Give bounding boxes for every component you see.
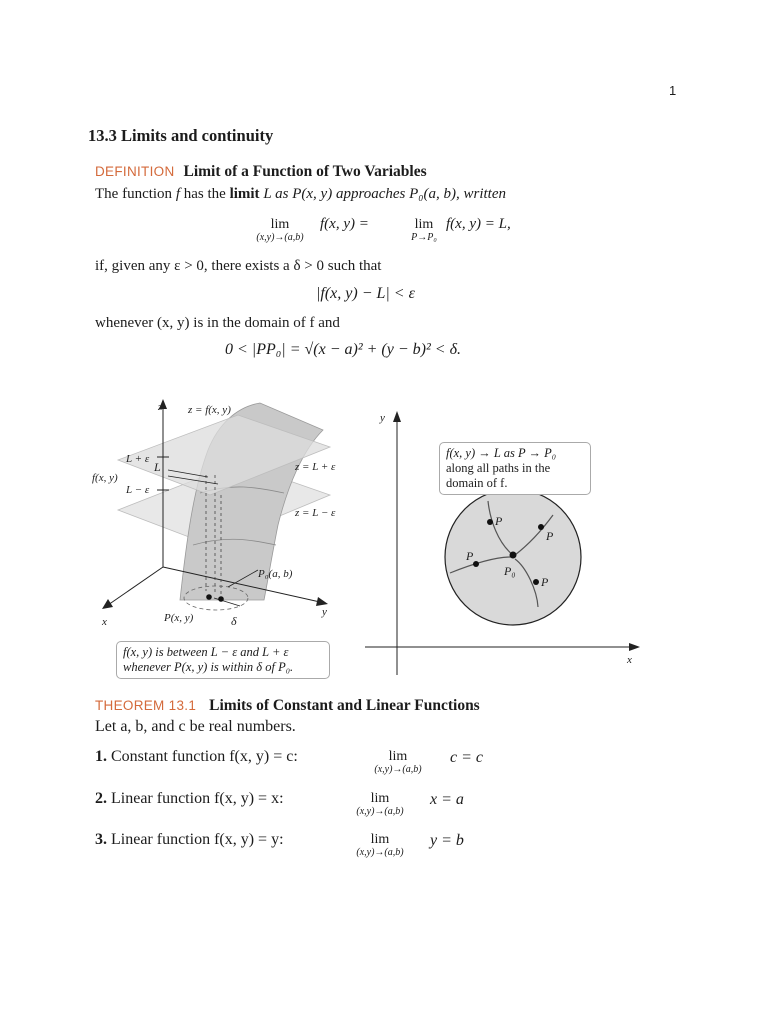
theorem-item-2	[95, 790, 284, 808]
item-3-lim-sub: (x,y)→(a,b)	[356, 847, 404, 858]
intro-limit-word: limit	[229, 186, 260, 202]
item-2-text: Linear function f(x, y) = x:	[111, 790, 284, 807]
eq1-lim-word: lim	[270, 217, 290, 232]
item-2-result: x = a	[430, 791, 464, 808]
paths-callout	[439, 442, 591, 495]
intro-function-f: f	[175, 186, 180, 202]
right-y-axis-label: y	[380, 412, 385, 424]
intro-text-b: has the	[179, 186, 230, 202]
l-minus-epsilon-label: L − ε	[126, 484, 150, 496]
delta-label: δ	[231, 614, 237, 628]
item-1-lim-word: lim	[388, 749, 408, 764]
z-axis-label: z	[158, 401, 163, 413]
item-1-lim-sub: (x,y)→(a,b)	[374, 764, 422, 775]
callout-line-3: domain of f.	[446, 476, 508, 490]
eq1-lim-right	[402, 218, 446, 244]
surface-label: z = f(x, y)	[188, 404, 231, 416]
definition-whenever: whenever (x, y) is in the domain of f and	[95, 315, 340, 331]
theorem-heading	[95, 697, 480, 715]
eq1-lim-sub: (x,y)→(a,b)	[256, 232, 304, 243]
eq1-lim-left	[244, 218, 316, 244]
y-axis-label: y	[322, 606, 327, 618]
definition-title: Limit of a Function of Two Variables	[183, 163, 427, 180]
left-figure-caption	[116, 641, 330, 679]
p-label-4: P	[541, 575, 549, 589]
item-3-text: Linear function f(x, y) = y:	[111, 831, 284, 848]
item-3-lim	[338, 833, 422, 859]
item-1-lim	[356, 750, 440, 776]
item-3-number: 3.	[95, 831, 107, 848]
l-label: L	[154, 460, 161, 474]
item-3-result: y = b	[430, 832, 464, 849]
theorem-label: THEOREM 13.1	[95, 698, 197, 713]
callout-line-2: along all paths in the	[446, 461, 551, 475]
item-2-lim	[338, 792, 422, 818]
p0-label-right: P₀	[504, 564, 516, 578]
intro-text-c: L as P(x, y) approaches P₀(a, b), written	[259, 186, 506, 202]
definition-heading	[95, 163, 427, 181]
theorem-item-1	[95, 748, 298, 766]
caption-line-1: f(x, y) is between L − ε and L + ε	[123, 645, 289, 659]
lower-plane-label: z = L − ε	[295, 507, 336, 519]
callout-line-1: f(x, y) → L as P → P₀	[446, 446, 557, 460]
p-label: P(x, y)	[164, 612, 194, 624]
eq1-lim2-word: lim	[414, 217, 434, 232]
x-axis-label: x	[102, 616, 107, 628]
p-label-2: P	[546, 529, 554, 543]
item-2-lim-sub: (x,y)→(a,b)	[356, 806, 404, 817]
caption-line-2: whenever P(x, y) is within δ of P₀.	[123, 660, 294, 674]
x-axis-line	[108, 567, 163, 605]
p-label-1: P	[495, 514, 503, 528]
item-3-lim-word: lim	[370, 832, 390, 847]
p0-label: P₀(a, b)	[258, 568, 293, 580]
section-title: 13.3 Limits and continuity	[88, 126, 274, 145]
right-x-axis-label: x	[627, 654, 632, 666]
eq1-lim2-sub: P→P₀	[411, 232, 437, 243]
upper-plane-label: z = L + ε	[295, 461, 336, 473]
theorem-intro: Let a, b, and c be real numbers.	[95, 718, 296, 735]
item-2-lim-word: lim	[370, 791, 390, 806]
item-1-result: c = c	[450, 749, 483, 766]
eq3: 0 < |PP₀| = √(x − a)² + (y − b)² < δ.	[225, 341, 462, 358]
fxy-label: f(x, y)	[92, 472, 118, 484]
l-plus-epsilon-label: L + ε	[126, 453, 150, 465]
page-number: 1	[669, 83, 677, 98]
theorem-title: Limits of Constant and Linear Functions	[209, 697, 480, 714]
intro-text-a: The function	[95, 186, 176, 202]
eq1-end: f(x, y) = L,	[446, 216, 511, 232]
p-label-3: P	[466, 549, 474, 563]
theorem-item-3	[95, 831, 284, 849]
eq2: |f(x, y) − L| < ε	[316, 285, 415, 302]
definition-condition: if, given any ε > 0, there exists a δ > 0 such that	[95, 258, 382, 274]
definition-intro	[95, 186, 506, 203]
item-2-number: 2.	[95, 790, 107, 807]
definition-label: DEFINITION	[95, 164, 175, 179]
eq1-middle: f(x, y) =	[320, 216, 369, 232]
item-1-text: Constant function f(x, y) = c:	[111, 748, 298, 765]
p0-point	[510, 552, 517, 559]
item-1-number: 1.	[95, 748, 107, 765]
